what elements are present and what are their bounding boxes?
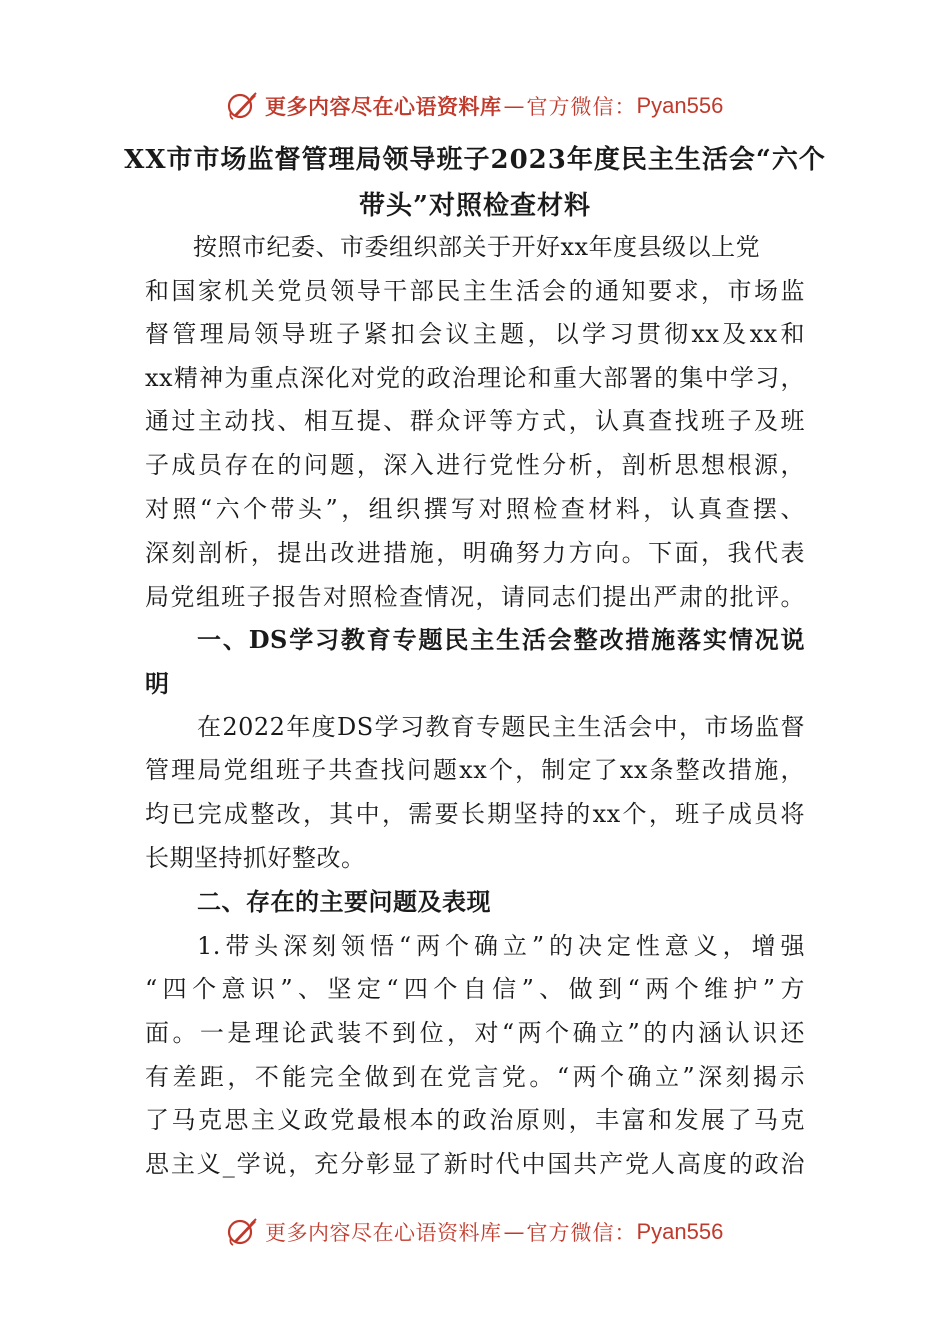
watermark-wechat-label: 官方微信：: [526, 1221, 637, 1245]
body-line: 督管理局领导班子紧扣会议主题，以学习贯彻xx及xx和: [145, 320, 805, 348]
body-line: 深刻剖析，提出改进措施，明确努力方向。下面，我代表: [145, 539, 805, 567]
watermark-top: [225, 86, 745, 126]
watermark-wechat-id: Pyan556: [636, 1219, 724, 1244]
body-line: 按照市纪委、市委组织部关于开好xx年度县级以上党: [193, 233, 761, 261]
section-heading-1-cont: 明: [145, 669, 170, 698]
section-heading-1: 一、DS学习教育专题民主生活会整改措施落实情况说: [197, 625, 805, 654]
body-line: 有差距，不能完全做到在党言党。“两个确立”深刻揭示: [145, 1063, 805, 1091]
body-line: 思主义_学说，充分彰显了新时代中国共产党人高度的政治: [145, 1150, 805, 1178]
body-line: 管理局党组班子共查找问题xx个，制定了xx条整改措施，: [145, 756, 805, 784]
body-line: 长期坚持抓好整改。: [145, 844, 366, 872]
quill-logo-icon: [225, 89, 259, 123]
quill-logo-icon: [225, 1215, 259, 1249]
body-line: 1.带头深刻领悟“两个确立”的决定性意义，增强: [197, 932, 805, 960]
body-line: xx精神为重点深化对党的政治理论和重大部署的集中学习，: [145, 364, 805, 392]
section-heading-2: 二、存在的主要问题及表现: [197, 887, 491, 916]
watermark-dash: —: [503, 1220, 525, 1244]
watermark-wechat-label: 官方微信：: [526, 95, 637, 119]
watermark-bottom: [225, 1212, 745, 1252]
body-line: 局党组班子报告对照检查情况，请同志们提出严肃的批评。: [145, 583, 805, 611]
body-line: 对照“六个带头”，组织撰写对照检查材料，认真查摆、: [145, 495, 805, 523]
body-line: “四个意识”、坚定“四个自信”、做到“两个维护”方: [145, 975, 805, 1003]
body-line: 均已完成整改，其中，需要长期坚持的xx个，班子成员将: [145, 800, 805, 828]
watermark-wechat-id: Pyan556: [636, 93, 724, 118]
body-line: 面。一是理论武装不到位，对“两个确立”的内涵认识还: [145, 1019, 805, 1047]
watermark-brand: 更多内容尽在心语资料库: [265, 95, 502, 119]
body-line: 子成员存在的问题，深入进行党性分析，剖析思想根源，: [145, 451, 805, 479]
document-title-line-1: XX市市场监督管理局领导班子2023年度民主生活会“六个: [124, 145, 826, 175]
body-line: 通过主动找、相互提、群众评等方式，认真查找班子及班: [145, 407, 805, 435]
body-line: 了马克思主义政党最根本的政治原则，丰富和发展了马克: [145, 1106, 805, 1134]
watermark-brand: 更多内容尽在心语资料库: [265, 1221, 502, 1245]
document-title-line-2: 带头”对照检查材料: [359, 191, 591, 221]
body-line: 和国家机关党员领导干部民主生活会的通知要求，市场监: [145, 277, 805, 305]
body-line: 在2022年度DS学习教育专题民主生活会中，市场监督: [197, 713, 805, 741]
watermark-dash: —: [503, 94, 525, 118]
